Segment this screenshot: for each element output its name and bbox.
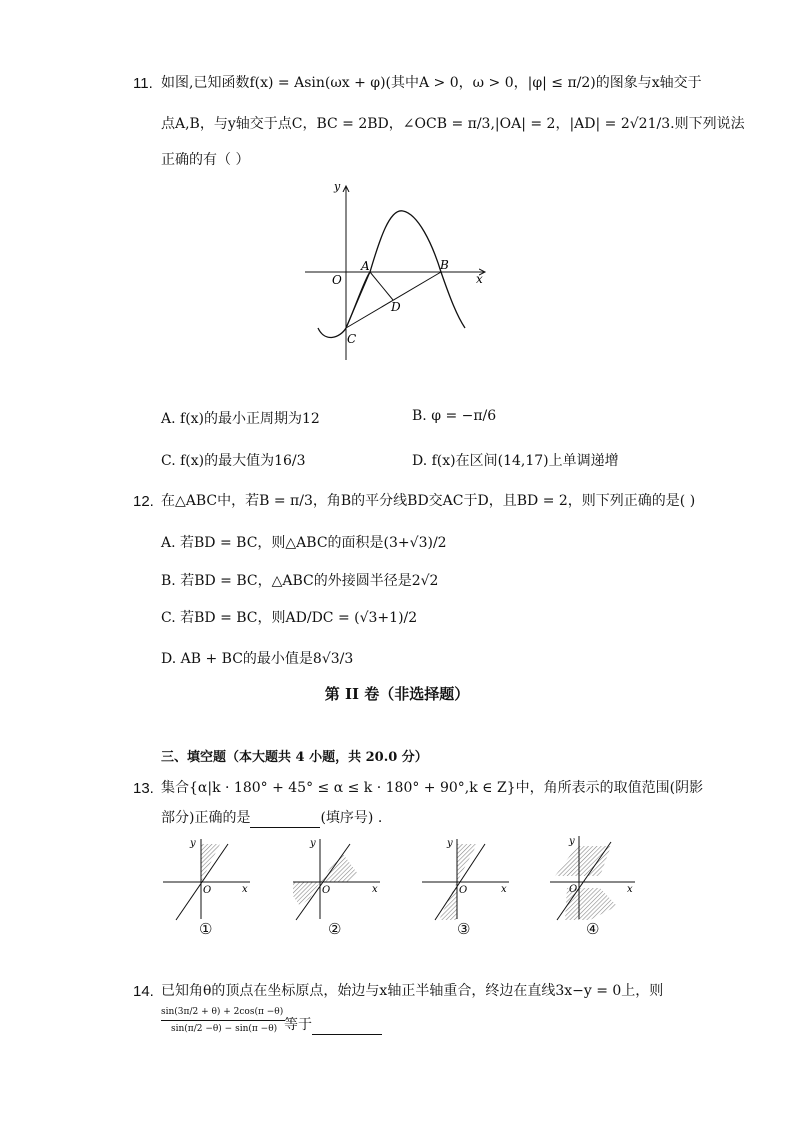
q11-stem-line2: 点A,B，与y轴交于点C，BC = 2BD，∠OCB = π/3,|OA| = 2，|AD| = 2√21/3.则下列说法 xyxy=(161,116,745,132)
q13-figure-1 xyxy=(158,834,258,924)
q13-figure-3 xyxy=(417,834,517,924)
q14-answer-blank[interactable] xyxy=(312,1020,382,1035)
q13-label-2: ② xyxy=(328,920,342,938)
q12-option-a: A. 若BD = BC，则△ABC的面积是(3+√3)/2 xyxy=(161,535,447,551)
q11-option-c: C. f(x)的最大值为16/3 xyxy=(161,453,306,469)
svg-text:y: y xyxy=(569,836,575,847)
label-y: y xyxy=(334,180,341,193)
label-D: D xyxy=(391,300,401,314)
q13-figure-2 xyxy=(288,834,388,924)
q14-numerator: sin(3π/2 + θ) + 2cos(π −θ) xyxy=(161,1007,285,1021)
q13-label-4: ④ xyxy=(586,920,600,938)
q11-number: 11. xyxy=(133,75,153,92)
label-C: C xyxy=(347,332,357,346)
q12-stem: 在△ABC中，若B = π/3，角B的平分线BD交AC于D，且BD = 2，则下列正确的是( ) xyxy=(161,493,696,509)
q13-number: 13. xyxy=(133,780,154,797)
q13-stem-line2b: (填序号) . xyxy=(320,810,383,826)
q11-function-graph xyxy=(300,178,500,368)
label-A: A xyxy=(361,259,370,273)
svg-text:x: x xyxy=(372,884,378,895)
q11-stem-line1: 如图,已知函数f(x) = Asin(ωx + φ)(其中A > 0，ω > 0，|φ| ≤ π/2)的图象与x轴交于 xyxy=(161,75,702,91)
segment-AD xyxy=(370,272,393,300)
q12-option-d: D. AB + BC的最小值是8√3/3 xyxy=(161,651,354,667)
svg-text:O: O xyxy=(322,885,331,896)
label-O: O xyxy=(332,273,342,287)
q13-stem-line1: 集合{α|k · 180° + 45° ≤ α ≤ k · 180° + 90°,k ∈ Z}中，角所表示的取值范围(阴影 xyxy=(161,780,704,796)
label-x: x xyxy=(476,272,483,286)
q11-option-d: D. f(x)在区间(14,17)上单调递增 xyxy=(412,453,619,469)
q12-number: 12. xyxy=(133,493,154,510)
svg-text:y: y xyxy=(310,838,316,849)
q11-stem-line3: 正确的有（ ） xyxy=(161,152,250,168)
q11-option-b: B. φ = −π/6 xyxy=(412,408,497,424)
q12-option-c: C. 若BD = BC，则AD/DC = (√3+1)/2 xyxy=(161,610,418,626)
q13-stem-line2 xyxy=(161,808,382,828)
q14-denominator: sin(π/2 −θ) − sin(π −θ) xyxy=(171,1024,278,1034)
svg-text:O: O xyxy=(203,885,212,896)
part2-title: 第 II 卷（非选择题） xyxy=(324,685,470,703)
svg-text:O: O xyxy=(459,885,468,896)
q11-option-a: A. f(x)的最小正周期为12 xyxy=(161,411,320,427)
label-B: B xyxy=(440,258,449,272)
segment-CA xyxy=(346,272,370,328)
svg-text:y: y xyxy=(190,838,196,849)
section3-title: 三、填空题（本大题共 4 小题，共 20.0 分） xyxy=(161,750,428,765)
q14-stem-line1: 已知角θ的顶点在坐标原点，始边与x轴正半轴重合，终边在直线3x−y = 0上，则 xyxy=(161,983,664,999)
svg-text:x: x xyxy=(501,884,507,895)
q13-label-1: ① xyxy=(199,920,213,938)
q12-option-b: B. 若BD = BC，△ABC的外接圆半径是2√2 xyxy=(161,573,439,589)
q14-number: 14. xyxy=(133,983,154,1000)
q13-answer-blank[interactable] xyxy=(250,813,320,828)
q13-label-3: ③ xyxy=(457,920,471,938)
svg-text:y: y xyxy=(447,838,453,849)
q13-figure-4 xyxy=(545,834,645,924)
svg-text:x: x xyxy=(242,884,248,895)
q14-tail xyxy=(284,1015,382,1035)
q14-fraction xyxy=(161,1007,285,1035)
svg-text:O: O xyxy=(569,884,578,895)
svg-text:x: x xyxy=(627,884,633,895)
q14-tail-text: 等于 xyxy=(284,1017,312,1033)
q13-stem-line2a: 部分)正确的是 xyxy=(161,810,251,826)
